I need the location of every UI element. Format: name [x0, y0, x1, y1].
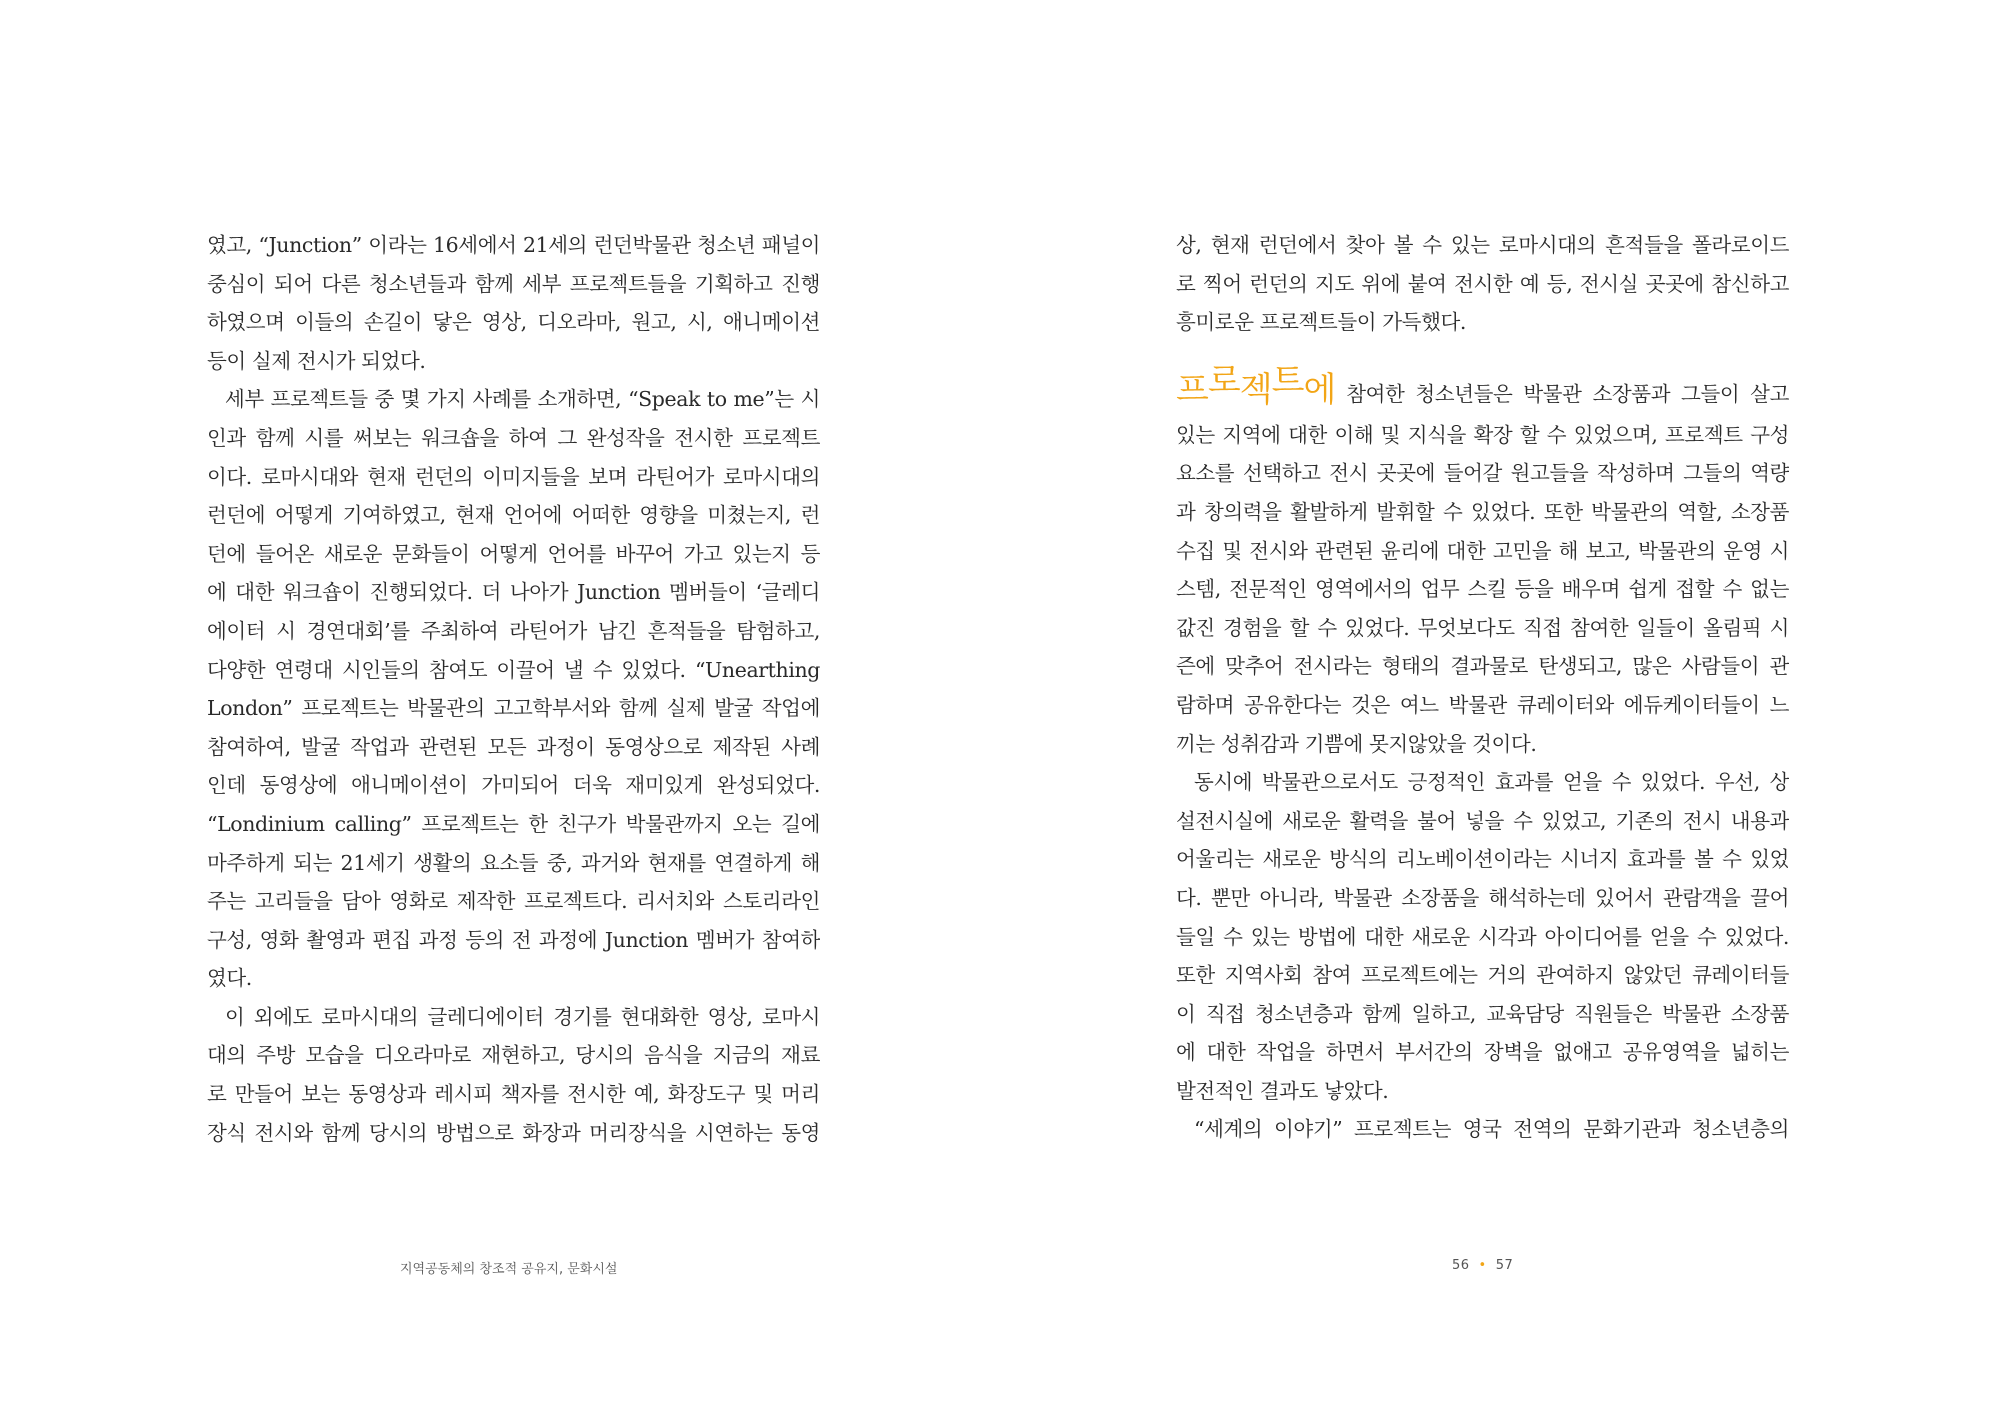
- right-paragraph-1: [1176, 364, 1789, 763]
- text-line: 동시에 박물관으로서도 긍정적인 효과를 얻을 수 있었다. 우선, 상: [1194, 770, 1789, 795]
- text-line: 인과 함께 시를 써보는 워크숍을 하여 그 완성작을 전시한 프로젝트: [207, 425, 820, 450]
- text-line: 다양한 연령대 시인들의 참여도 이끌어 낼 수 있었다. “Unearthing: [207, 657, 820, 682]
- drop-cap-char: 트: [1271, 363, 1304, 401]
- text-line: 중심이 되어 다른 청소년들과 함께 세부 프로젝트들을 기획하고 진행: [207, 271, 820, 296]
- drop-cap-char: 로: [1207, 363, 1240, 401]
- page-numbers: [1452, 1258, 1513, 1273]
- left-paragraph-1: [207, 226, 820, 380]
- text-line: 던에 들어온 새로운 문화들이 어떻게 언어를 바꾸어 가고 있는지 등: [207, 541, 820, 566]
- text-line: 이 외에도 로마시대의 글레디에이터 경기를 현대화한 영상, 로마시: [225, 1004, 820, 1029]
- text-line: 값진 경험을 할 수 있었다. 무엇보다도 직접 참여한 일들이 올림픽 시: [1176, 615, 1789, 640]
- text-line: 설전시실에 새로운 활력을 불어 넣을 수 있었고, 기존의 전시 내용과: [1176, 808, 1789, 833]
- text-line: 대의 주방 모습을 디오라마로 재현하고, 당시의 음식을 지금의 재료: [207, 1043, 820, 1068]
- text-line: 런던에 어떻게 기여하였고, 현재 언어에 어떠한 영향을 미쳤는지, 런: [207, 503, 820, 528]
- text-line: 이 직접 청소년층과 함께 일하고, 교육담당 직원들은 박물관 소장품: [1176, 1001, 1789, 1026]
- text-line: 구성, 영화 촬영과 편집 과정 등의 전 과정에 Junction 멤버가 참여하: [207, 927, 820, 952]
- text-line: 세부 프로젝트들 중 몇 가지 사례를 소개하면, “Speak to me”는 시: [225, 387, 820, 412]
- text-line: 과 창의력을 활발하게 발휘할 수 있었다. 또한 박물관의 역할, 소장품: [1176, 499, 1789, 524]
- text-line: 들일 수 있는 방법에 대한 새로운 시각과 아이디어를 얻을 수 있었다.: [1176, 924, 1789, 949]
- text-line: 끼는 성취감과 기쁨에 못지않았을 것이다.: [1176, 731, 1537, 756]
- text-line: 하였으며 이들의 손길이 닿은 영상, 디오라마, 원고, 시, 애니메이션: [207, 310, 820, 335]
- text-line: 람하며 공유한다는 것은 여느 박물관 큐레이터와 에듀케이터들이 느: [1176, 692, 1789, 717]
- right-page-text: [1176, 226, 1789, 1149]
- text-line: “세계의 이야기” 프로젝트는 영국 전역의 문화기관과 청소년층의: [1194, 1117, 1789, 1142]
- text-line: 수집 및 전시와 관련된 윤리에 대한 고민을 해 보고, 박물관의 운영 시: [1176, 538, 1789, 563]
- left-page-text: [207, 226, 820, 1152]
- text-line: 상, 현재 런던에서 찾아 볼 수 있는 로마시대의 흔적들을 폴라로이드: [1176, 233, 1789, 257]
- text-line: 어울리는 새로운 방식의 리노베이션이라는 시너지 효과를 볼 수 있었: [1176, 847, 1789, 872]
- right-paragraph-3: [1176, 1110, 1789, 1149]
- text-line: 마주하게 되는 21세기 생활의 요소들 중, 과거와 현재를 연결하게 해: [207, 850, 820, 875]
- text-line: 있는 지역에 대한 이해 및 지식을 확장 할 수 있었으며, 프로젝트 구성: [1176, 422, 1789, 447]
- page-number-left: 56: [1452, 1258, 1470, 1273]
- running-footer-title: 지역공동체의 창조적 공유지, 문화시설: [400, 1262, 618, 1277]
- text-line: 로 찍어 런던의 지도 위에 붙여 전시한 예 등, 전시실 곳곳에 참신하고: [1176, 271, 1789, 296]
- text-line: 에 대한 워크숍이 진행되었다. 더 나아가 Junction 멤버들이 ‘글레디: [207, 580, 820, 605]
- text-line: 장식 전시와 함께 당시의 방법으로 화장과 머리장식을 시연하는 동영: [207, 1120, 820, 1145]
- text-line: 주는 고리들을 담아 영화로 제작한 프로젝트다. 리서치와 스토리라인: [207, 889, 820, 914]
- text-line: 스템, 전문적인 영역에서의 업무 스킬 등을 배우며 쉽게 접할 수 없는: [1176, 577, 1789, 602]
- drop-cap-char: 에: [1303, 369, 1336, 410]
- text-line: 흥미로운 프로젝트들이 가득했다.: [1176, 310, 1466, 335]
- text-line: 인데 동영상에 애니메이션이 가미되어 더욱 재미있게 완성되었다.: [207, 773, 820, 798]
- left-paragraph-2: [207, 380, 820, 998]
- text-line: 에이터 시 경연대회’를 주최하여 라틴어가 남긴 흔적들을 탐험하고,: [207, 618, 820, 643]
- text-line: 였고, “Junction” 이라는 16세에서 21세의 런던박물관 청소년 패널이: [207, 233, 820, 257]
- text-line: 였다.: [207, 966, 252, 991]
- right-paragraph-2: [1176, 763, 1789, 1110]
- text-line: London” 프로젝트는 박물관의 고고학부서와 함께 실제 발굴 작업에: [207, 696, 820, 721]
- page-number-separator-dot: •: [1478, 1258, 1487, 1273]
- right-paragraph-opening: [1176, 226, 1789, 342]
- text-line: 다. 뿐만 아니라, 박물관 소장품을 해석하는데 있어서 관람객을 끌어: [1176, 885, 1789, 910]
- drop-cap-line: [1176, 364, 1789, 416]
- text-line: 또한 지역사회 참여 프로젝트에는 거의 관여하지 않았던 큐레이터들: [1176, 963, 1789, 988]
- text-line: “Londinium calling” 프로젝트는 한 친구가 박물관까지 오는 길에: [207, 811, 820, 836]
- text-line: 로 만들어 보는 동영상과 레시피 책자를 전시한 예, 화장도구 및 머리: [207, 1082, 820, 1107]
- left-paragraph-3: [207, 998, 820, 1152]
- text-line: 즌에 맞추어 전시라는 형태의 결과물로 탄생되고, 많은 사람들이 관: [1176, 654, 1789, 679]
- text-line: 요소를 선택하고 전시 곳곳에 들어갈 원고들을 작성하며 그들의 역량: [1176, 461, 1789, 486]
- text-line: 참여하여, 발굴 작업과 관련된 모든 과정이 동영상으로 제작된 사례: [207, 734, 820, 759]
- drop-cap-heading: [1176, 363, 1336, 410]
- drop-line-text: 참여한 청소년들은 박물관 소장품과 그들이 살고: [1335, 381, 1789, 406]
- text-line: 에 대한 작업을 하면서 부서간의 장벽을 없애고 공유영역을 넓히는: [1176, 1040, 1789, 1065]
- text-line: 등이 실제 전시가 되었다.: [207, 348, 426, 373]
- text-line: 이다. 로마시대와 현재 런던의 이미지들을 보며 라틴어가 로마시대의: [207, 464, 820, 489]
- text-line: 발전적인 결과도 낳았다.: [1176, 1078, 1389, 1103]
- drop-cap-char: 프: [1176, 369, 1208, 410]
- page-number-right: 57: [1495, 1258, 1514, 1273]
- drop-cap-char: 젝: [1239, 369, 1272, 410]
